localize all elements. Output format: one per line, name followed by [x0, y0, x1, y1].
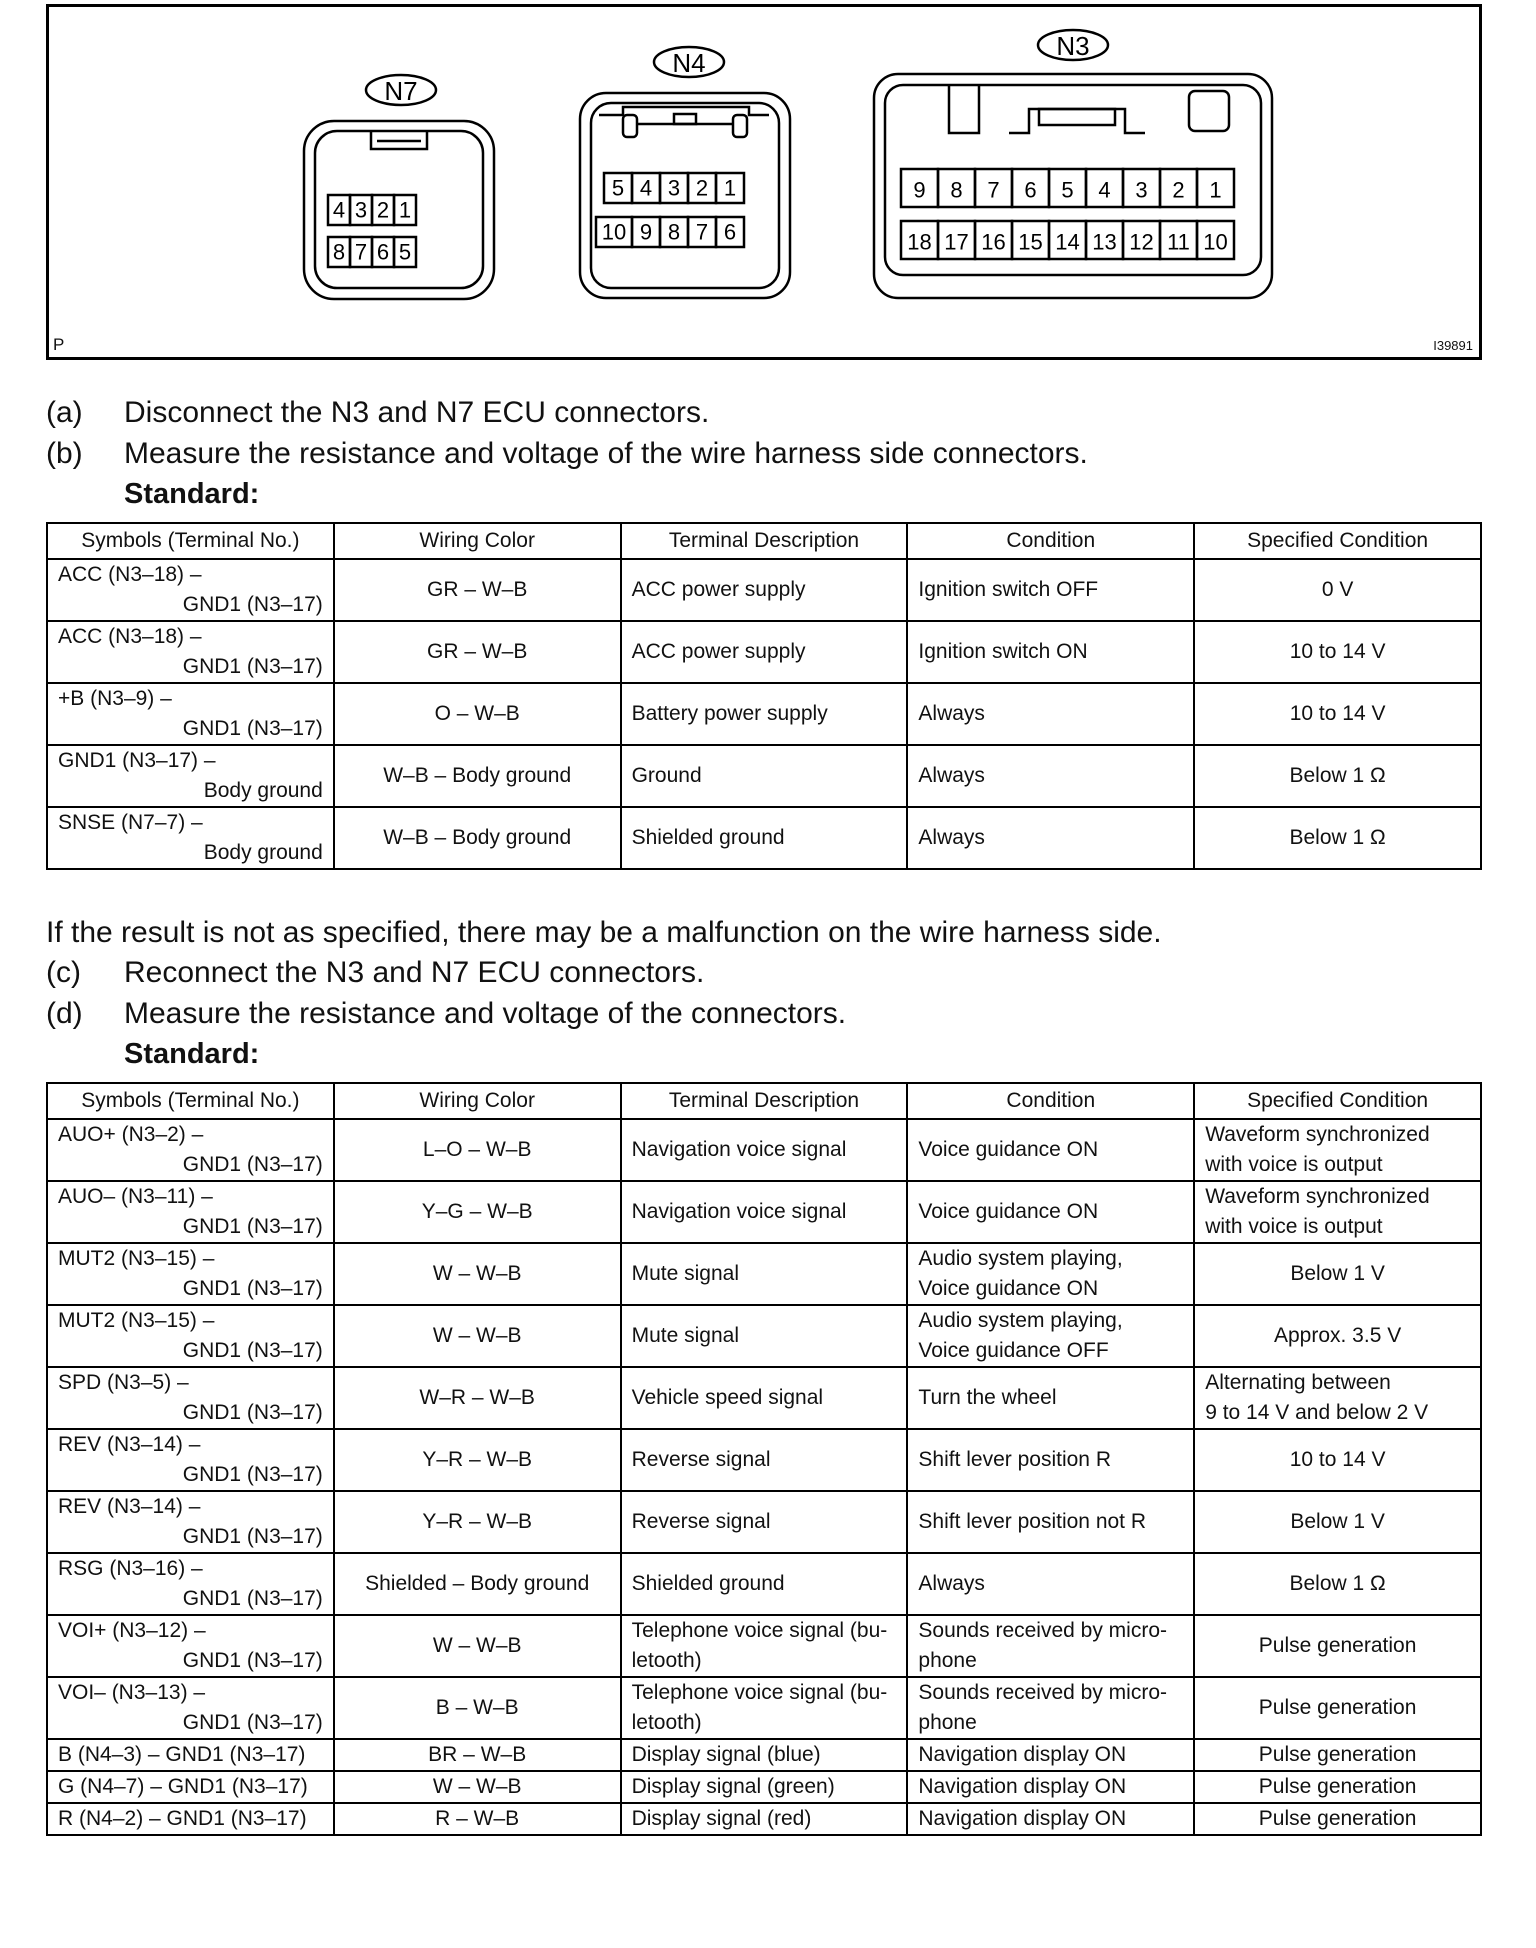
- cell-specified-condition: Below 1 V: [1194, 1243, 1481, 1305]
- cell-specified-condition: Below 1 V: [1194, 1491, 1481, 1553]
- cell-wiring-color: W–B – Body ground: [334, 807, 621, 869]
- pin-number: 5: [398, 239, 412, 265]
- cell-description: Telephone voice signal (bu- letooth): [621, 1615, 908, 1677]
- cell-description: Vehicle speed signal: [621, 1367, 908, 1429]
- pin-number: 17: [944, 229, 969, 255]
- pin-number: 5: [1061, 177, 1074, 203]
- pin-number: 12: [1129, 229, 1154, 255]
- pin-number: 1: [398, 197, 412, 223]
- pin-number: 6: [723, 219, 737, 245]
- table-row: [47, 1119, 1481, 1181]
- cell-condition: Always: [907, 683, 1194, 745]
- cell-symbol: VOI+ (N3–12) – GND1 (N3–17): [47, 1615, 334, 1677]
- step-c: (c) Reconnect the N3 and N7 ECU connectors.: [46, 956, 705, 989]
- cell-symbol: ACC (N3–18) – GND1 (N3–17): [47, 559, 334, 621]
- pin-number: 9: [639, 219, 653, 245]
- cell-condition: Navigation display ON: [907, 1739, 1194, 1771]
- cell-condition: Voice guidance ON: [907, 1181, 1194, 1243]
- col-condition: Condition: [907, 523, 1194, 559]
- table-row: [47, 1615, 1481, 1677]
- pin-number: 6: [1024, 177, 1037, 203]
- pin-number: 11: [1167, 229, 1190, 255]
- pin-number: 2: [695, 175, 709, 201]
- cell-description: Reverse signal: [621, 1429, 908, 1491]
- cell-specified-condition: Below 1 Ω: [1194, 807, 1481, 869]
- cell-condition: Shift lever position not R: [907, 1491, 1194, 1553]
- cell-symbol: REV (N3–14) – GND1 (N3–17): [47, 1429, 334, 1491]
- pin-number: 3: [1135, 177, 1148, 203]
- cell-specified-condition: 0 V: [1194, 559, 1481, 621]
- cell-symbol: ACC (N3–18) – GND1 (N3–17): [47, 621, 334, 683]
- pin-number: 13: [1092, 229, 1117, 255]
- pin-number: 8: [950, 177, 963, 203]
- cell-specified-condition: Pulse generation: [1194, 1739, 1481, 1771]
- cell-symbol: VOI– (N3–13) – GND1 (N3–17): [47, 1677, 334, 1739]
- step-a: (a) Disconnect the N3 and N7 ECU connectors.: [46, 396, 710, 429]
- cell-description: Navigation voice signal: [621, 1119, 908, 1181]
- cell-symbol: R (N4–2) – GND1 (N3–17): [47, 1803, 334, 1835]
- cell-wiring-color: L–O – W–B: [334, 1119, 621, 1181]
- cell-description: Battery power supply: [621, 683, 908, 745]
- cell-description: ACC power supply: [621, 621, 908, 683]
- cell-condition: Audio system playing, Voice guidance ON: [907, 1243, 1194, 1305]
- pin-number: 5: [611, 175, 625, 201]
- cell-symbol: AUO– (N3–11) – GND1 (N3–17): [47, 1181, 334, 1243]
- pin-number: 4: [1098, 177, 1111, 203]
- table-row: [47, 559, 1481, 621]
- cell-condition: Shift lever position R: [907, 1429, 1194, 1491]
- steps-group-1: [46, 392, 1088, 474]
- cell-wiring-color: Shielded – Body ground: [334, 1553, 621, 1615]
- table-row: [47, 807, 1481, 869]
- standard-table-connectors: [46, 1082, 1482, 1836]
- cell-description: Reverse signal: [621, 1491, 908, 1553]
- pin-number: 4: [332, 197, 346, 223]
- cell-specified-condition: Alternating between 9 to 14 V and below 2 V: [1194, 1367, 1481, 1429]
- cell-description: Mute signal: [621, 1243, 908, 1305]
- table-row: [47, 683, 1481, 745]
- cell-symbol: MUT2 (N3–15) – GND1 (N3–17): [47, 1243, 334, 1305]
- table-row: [47, 621, 1481, 683]
- table-row: [47, 1491, 1481, 1553]
- pin-number: 3: [667, 175, 681, 201]
- pin-number: 1: [1209, 177, 1222, 203]
- cell-wiring-color: Y–G – W–B: [334, 1181, 621, 1243]
- cell-symbol: B (N4–3) – GND1 (N3–17): [47, 1739, 334, 1771]
- connector-drawing: [49, 7, 1479, 357]
- pin-number: 7: [354, 239, 368, 265]
- cell-condition: Turn the wheel: [907, 1367, 1194, 1429]
- cell-condition: Sounds received by micro- phone: [907, 1677, 1194, 1739]
- cell-condition: Always: [907, 807, 1194, 869]
- cell-specified-condition: 10 to 14 V: [1194, 621, 1481, 683]
- cell-condition: Ignition switch ON: [907, 621, 1194, 683]
- table-row: [47, 745, 1481, 807]
- cell-description: ACC power supply: [621, 559, 908, 621]
- table-row: [47, 1367, 1481, 1429]
- col-terminal-description: Terminal Description: [621, 523, 908, 559]
- cell-description: Shielded ground: [621, 807, 908, 869]
- cell-description: Shielded ground: [621, 1553, 908, 1615]
- pin-number: 15: [1018, 229, 1043, 255]
- cell-wiring-color: O – W–B: [334, 683, 621, 745]
- standard-table-harness: [46, 522, 1482, 870]
- pin-number: 10: [1203, 229, 1228, 255]
- table-row: [47, 1677, 1481, 1739]
- cell-specified-condition: Waveform synchronized with voice is output: [1194, 1181, 1481, 1243]
- cell-wiring-color: W – W–B: [334, 1615, 621, 1677]
- cell-description: Display signal (green): [621, 1771, 908, 1803]
- cell-symbol: SPD (N3–5) – GND1 (N3–17): [47, 1367, 334, 1429]
- cell-specified-condition: Pulse generation: [1194, 1771, 1481, 1803]
- cell-description: Mute signal: [621, 1305, 908, 1367]
- cell-wiring-color: R – W–B: [334, 1803, 621, 1835]
- cell-wiring-color: Y–R – W–B: [334, 1491, 621, 1553]
- cell-wiring-color: GR – W–B: [334, 559, 621, 621]
- cell-wiring-color: GR – W–B: [334, 621, 621, 683]
- cell-specified-condition: Below 1 Ω: [1194, 745, 1481, 807]
- cell-wiring-color: BR – W–B: [334, 1739, 621, 1771]
- pin-number: 10: [601, 219, 627, 245]
- table-row: [47, 1771, 1481, 1803]
- col-symbols: Symbols (Terminal No.): [47, 1083, 334, 1119]
- cell-symbol: +B (N3–9) – GND1 (N3–17): [47, 683, 334, 745]
- cell-symbol: REV (N3–14) – GND1 (N3–17): [47, 1491, 334, 1553]
- pin-layer: [328, 169, 1234, 267]
- cell-description: Ground: [621, 745, 908, 807]
- cell-description: Telephone voice signal (bu- letooth): [621, 1677, 908, 1739]
- cell-symbol: MUT2 (N3–15) – GND1 (N3–17): [47, 1305, 334, 1367]
- figure-id: I39891: [1433, 338, 1473, 353]
- col-wiring-color: Wiring Color: [334, 523, 621, 559]
- cell-description: Display signal (blue): [621, 1739, 908, 1771]
- cell-wiring-color: W – W–B: [334, 1243, 621, 1305]
- cell-wiring-color: Y–R – W–B: [334, 1429, 621, 1491]
- pin-number: 8: [332, 239, 346, 265]
- standard-label-2: Standard:: [124, 1038, 260, 1070]
- cell-wiring-color: W – W–B: [334, 1771, 621, 1803]
- col-condition: Condition: [907, 1083, 1194, 1119]
- col-wiring-color: Wiring Color: [334, 1083, 621, 1119]
- cell-condition: Ignition switch OFF: [907, 559, 1194, 621]
- cell-wiring-color: W – W–B: [334, 1305, 621, 1367]
- table-header-row: [47, 523, 1481, 559]
- cell-description: Display signal (red): [621, 1803, 908, 1835]
- pin-number: 8: [667, 219, 681, 245]
- cell-wiring-color: W–B – Body ground: [334, 745, 621, 807]
- cell-specified-condition: Pulse generation: [1194, 1615, 1481, 1677]
- table-row: [47, 1803, 1481, 1835]
- col-specified-condition: Specified Condition: [1194, 1083, 1481, 1119]
- cell-symbol: GND1 (N3–17) – Body ground: [47, 745, 334, 807]
- cell-symbol: RSG (N3–16) – GND1 (N3–17): [47, 1553, 334, 1615]
- cell-condition: Always: [907, 1553, 1194, 1615]
- step-b: (b) Measure the resistance and voltage of the wire harness side connectors.: [46, 437, 1088, 470]
- connector-n7-label: N7: [384, 76, 418, 106]
- connector-figure: [46, 4, 1482, 360]
- step-d: (d) Measure the resistance and voltage of the connectors.: [46, 997, 847, 1030]
- cell-symbol: SNSE (N7–7) – Body ground: [47, 807, 334, 869]
- table-row: [47, 1243, 1481, 1305]
- col-symbols: Symbols (Terminal No.): [47, 523, 334, 559]
- pin-number: 9: [913, 177, 926, 203]
- cell-condition: Voice guidance ON: [907, 1119, 1194, 1181]
- pin-number: 4: [639, 175, 653, 201]
- cell-specified-condition: Waveform synchronized with voice is output: [1194, 1119, 1481, 1181]
- pin-number: 6: [376, 239, 390, 265]
- table-row: [47, 1181, 1481, 1243]
- steps-group-2: [46, 952, 846, 1034]
- col-terminal-description: Terminal Description: [621, 1083, 908, 1119]
- pin-number: 2: [1172, 177, 1185, 203]
- cell-condition: Navigation display ON: [907, 1803, 1194, 1835]
- cell-specified-condition: Approx. 3.5 V: [1194, 1305, 1481, 1367]
- pin-number: 14: [1055, 229, 1080, 255]
- cell-specified-condition: Pulse generation: [1194, 1677, 1481, 1739]
- table-row: [47, 1305, 1481, 1367]
- cell-condition: Sounds received by micro- phone: [907, 1615, 1194, 1677]
- cell-condition: Always: [907, 745, 1194, 807]
- cell-symbol: AUO+ (N3–2) – GND1 (N3–17): [47, 1119, 334, 1181]
- cell-description: Navigation voice signal: [621, 1181, 908, 1243]
- table-row: [47, 1429, 1481, 1491]
- pin-number: 16: [981, 229, 1006, 255]
- harness-note: If the result is not as specified, there may be a malfunction on the wire harness side.: [46, 916, 1162, 949]
- pin-number: 1: [723, 175, 737, 201]
- pin-number: 2: [376, 197, 390, 223]
- table-row: [47, 1553, 1481, 1615]
- col-specified-condition: Specified Condition: [1194, 523, 1481, 559]
- standard-label: Standard:: [124, 478, 260, 510]
- connector-n3-label: N3: [1056, 31, 1090, 61]
- pin-number: 18: [907, 229, 932, 255]
- connector-n4-label: N4: [672, 48, 706, 78]
- cell-symbol: G (N4–7) – GND1 (N3–17): [47, 1771, 334, 1803]
- table-row: [47, 1739, 1481, 1771]
- table-header-row: [47, 1083, 1481, 1119]
- pin-number: 7: [987, 177, 1000, 203]
- pin-number: 7: [695, 219, 709, 245]
- cell-specified-condition: 10 to 14 V: [1194, 1429, 1481, 1491]
- cell-specified-condition: Pulse generation: [1194, 1803, 1481, 1835]
- cell-condition: Audio system playing, Voice guidance OFF: [907, 1305, 1194, 1367]
- cell-condition: Navigation display ON: [907, 1771, 1194, 1803]
- cell-wiring-color: B – W–B: [334, 1677, 621, 1739]
- figure-corner-label: P: [53, 335, 65, 354]
- pin-number: 3: [354, 197, 368, 223]
- cell-wiring-color: W–R – W–B: [334, 1367, 621, 1429]
- cell-specified-condition: Below 1 Ω: [1194, 1553, 1481, 1615]
- cell-specified-condition: 10 to 14 V: [1194, 683, 1481, 745]
- connector-n7: [304, 75, 494, 299]
